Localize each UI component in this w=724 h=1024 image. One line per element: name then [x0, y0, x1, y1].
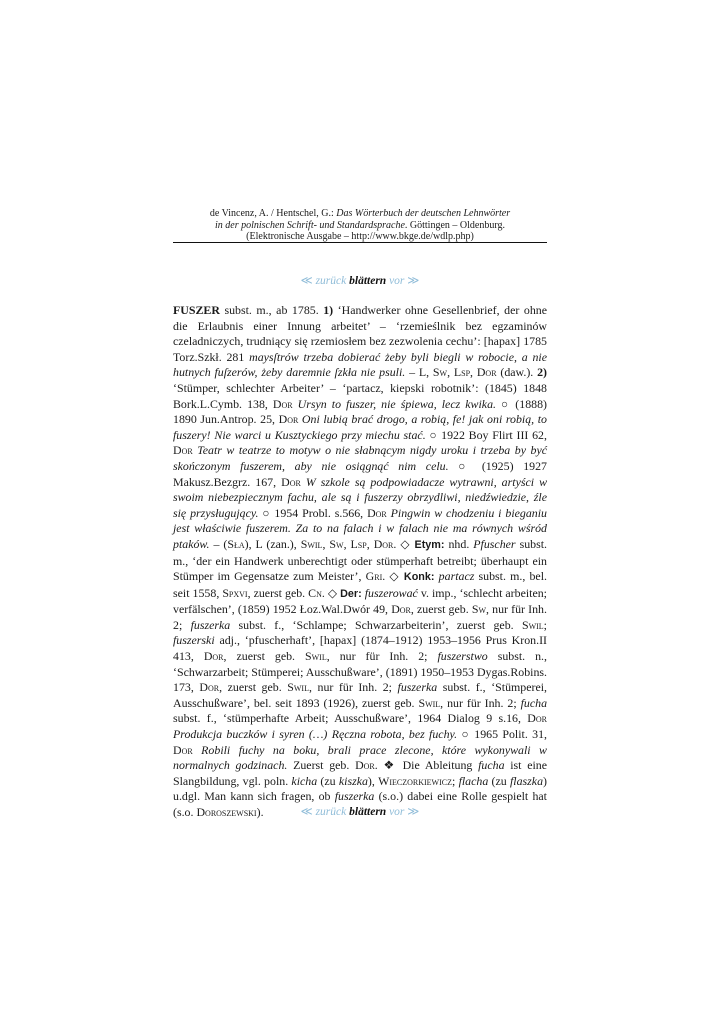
- back-link[interactable]: zurück: [315, 806, 347, 818]
- forward-link[interactable]: vor: [389, 275, 405, 287]
- page-navigation-bottom: [173, 804, 547, 818]
- previous-arrow-icon[interactable]: ≪: [300, 806, 313, 818]
- etym-label: Etym:: [414, 538, 445, 551]
- der-label: Der:: [340, 587, 362, 600]
- browse-label: blättern: [349, 806, 387, 818]
- next-arrow-icon[interactable]: ≫: [407, 275, 420, 287]
- previous-arrow-icon[interactable]: ≪: [300, 275, 313, 287]
- back-link[interactable]: zurück: [315, 275, 347, 287]
- browse-label: blättern: [349, 275, 387, 287]
- header-divider: [173, 242, 547, 243]
- konk-label: Konk:: [403, 571, 435, 584]
- header-line-3: (Elektronische Ausgabe – http://www.bkge.de/wdlp.php): [246, 231, 474, 242]
- dictionary-entry: FUSZER subst. m., ab 1785. 1) ‘Handwerker ohne Gesellenbrief, der ohne die Erlaubnis einer Innung arbeitet’ – ‘rzemieślnik bez egzaminów czeladniczych, trudniący się rzemiosłem bez zezwolenia cechu’: [hapax] 1785 Torz.Szkł. 281 maysſtrów trzeba dobierać żeby byli biegli w robocie, a nie hutnych fuſzerów, żeby daremnie ſzkła nie psuli. – L, Sw, Lsp, Dor (daw.). 2) ‘Stümper, schlechter Arbeiter’ – ‘partacz, kiepski robotnik’: (1845) 1848 Bork.L.Cymb. 138, Dor Ursyn to fuszer, nie śpiewa, lecz kwika. ○ (1888) 1890 Jun.Antrop. 25, Dor Oni lubią brać drogo, a robią, fe! jak oni robią, to fuszery! Nie warci u Kusztyckiego przy miechu stać. ○ 1922 Boy Flirt III 62, Dor Teatr w teatrze to motyw o nie słabnącym nigdy uroku i trzeba by być skończonym fuszerem, aby nie osiągnąć nim celu. ○ (1925) 1927 Makusz.Bezgrz. 167, Dor W szkole są podpowiadacze wytrawni, artyści w swoim niebezpiecznym fachu, ale są i fuszerzy obrzydliwi, niedźwiedzie, źle się przysługujący. ○ 1954 Probl. s.566, Dor Pingwin w chodzeniu i bieganiu jest właściwie fuszerem. Za to na falach i w falach nie ma równych wśród ptaków. – (Sła), L (zan.), Swil, Sw, Lsp, Dor. ◇ Etym: nhd. Pfuscher subst. m., ‘der ein Handwerk unberechtigt oder stümperhaft betreibt; überhaupt ein Stümper im Gegensatze zum Meister’, Gri. ◇ Konk: partacz subst. m., bel. seit 1558, Spxvi, zuerst geb. Cn. ◇ Der: fuszerować v. imp., ‘schlecht arbeiten; verfälschen’, (1859) 1952 Łoz.Wal.Dwór 49, Dor, zuerst geb. Sw, nur für Inh. 2; fuszerka subst. f., ‘Schlampe; Schwarzarbeiterin’, zuerst geb. Swil; fuszerski adj., ‘pfuscherhaft’, [hapax] (1874–1912) 1953–1956 Prus Kron.II 413, Dor, zuerst geb. Swil, nur für Inh. 2; fuszerstwo subst. n., ‘Schwarzarbeit; Stümperei; Ausschußware’, (1891) 1950–1953 Dygas.Robins. 173, Dor, zuerst geb. Swil, nur für Inh. 2; fuszerka subst. f., ‘Stümperei, Ausschußware’, bel. seit 1893 (1926), zuerst geb. Swil, nur für Inh. 2; fucha subst. f., ‘stümperhafte Arbeit; Ausschußware’, 1964 Dialog 9 s.16, Dor Produkcja buczków i syren (…) Ręczna robota, bez fuchy. ○ 1965 Polit. 31, Dor Robili fuchy na boku, brali prace zlecone, które wykonywali w normalnych godzinach. Zuerst geb. Dor. ❖ Die Ableitung fucha ist eine Slangbildung, vgl. poln. kicha (zu kiszka), Wieczorkiewicz; flacha (zu flaszka) u.dgl. Man kann sich fragen, ob fuszerka (s.o.) dabei eine Rolle gespielt hat (s.o. Doroszewski).: [173, 303, 548, 819]
- document-header: [173, 208, 547, 243]
- forward-link[interactable]: vor: [389, 806, 405, 818]
- page-navigation-top: [173, 273, 547, 287]
- next-arrow-icon[interactable]: ≫: [407, 806, 420, 818]
- header-line-1: de Vincenz, A. / Hentschel, G.: Das Wörterbuch der deutschen Lehnwörter: [209, 208, 511, 219]
- header-line-2: in der polnischen Schrift- und Standardsprache. Göttingen – Oldenburg.: [215, 219, 505, 231]
